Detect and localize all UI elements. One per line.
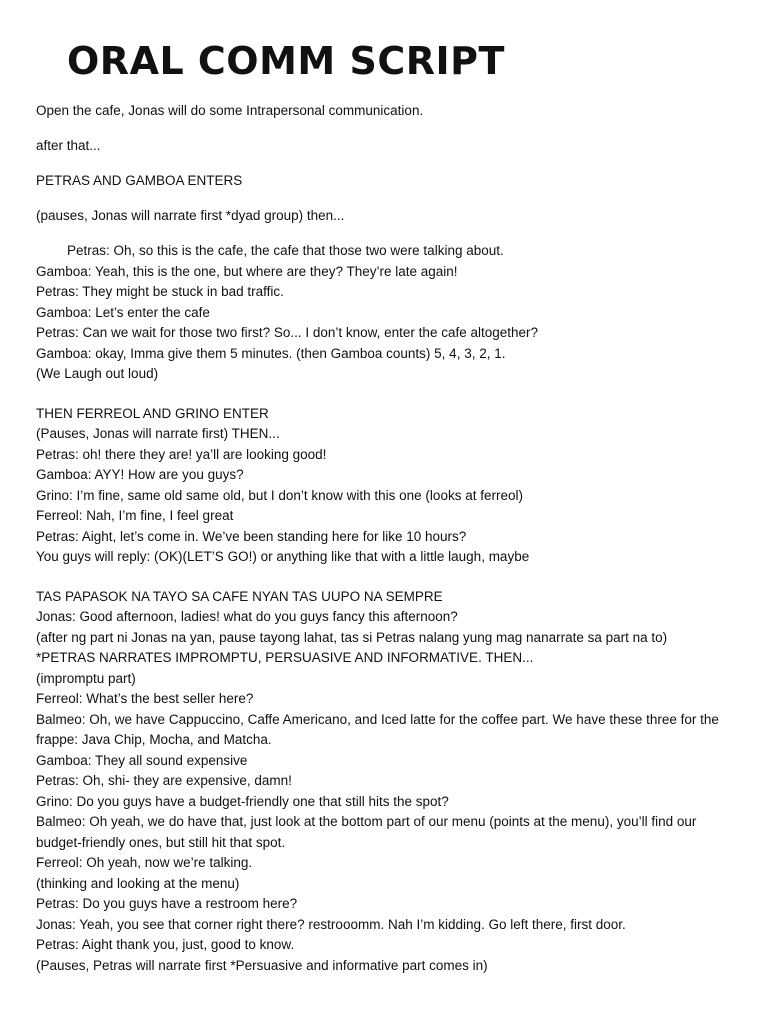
script-line: You guys will reply: (OK)(LET’S GO!) or anything like that with a little laugh, maybe xyxy=(36,549,530,564)
script-line: Gamboa: Yeah, this is the one, but where are they? They’re late again! xyxy=(36,263,458,279)
intro-heading: PETRAS AND GAMBOA ENTERS xyxy=(36,173,243,188)
script-line: (after ng part ni Jonas na yan, pause tayong lahat, tas si Petras nalang yung mag nanarrate sa part na to) xyxy=(36,629,668,645)
script-line: Ferreol: What’s the best seller here? xyxy=(36,691,254,706)
script-line: Petras: oh! there they are! ya’ll are looking good! xyxy=(36,446,327,462)
script-line: Jonas: Good afternoon, ladies! what do you guys fancy this afternoon? xyxy=(36,609,458,624)
script-line: (Pauses, Jonas will narrate first) THEN... xyxy=(36,426,280,441)
scene-2 xyxy=(36,404,736,568)
script-line: Gamboa: AYY! How are you guys? xyxy=(36,467,244,482)
script-line: Petras: Aight thank you, just, good to know. xyxy=(36,937,295,952)
script-line: *PETRAS NARRATES IMPROMPTU, PERSUASIVE AND INFORMATIVE. THEN... xyxy=(36,650,534,665)
intro-paragraph: (pauses, Jonas will narrate first *dyad group) then... xyxy=(36,208,345,223)
intro-paragraph: Open the cafe, Jonas will do some Intrapersonal communication. xyxy=(36,103,424,118)
script-line: (We Laugh out loud) xyxy=(36,366,159,381)
document-title: ORAL COMM SCRIPT xyxy=(67,39,505,83)
script-line: Petras: Aight, let’s come in. We’ve been standing here for like 10 hours? xyxy=(36,528,467,544)
script-line: (impromptu part) xyxy=(36,670,136,686)
intro-paragraph: after that... xyxy=(36,138,101,153)
scene-1 xyxy=(36,241,736,385)
script-line: Grino: Do you guys have a budget-friendly one that still hits the spot? xyxy=(36,793,449,809)
script-line: Gamboa: Let’s enter the cafe xyxy=(36,304,210,320)
script-line: Balmeo: Oh yeah, we do have that, just look at the bottom part of our menu (points at the menu), you’ll find our budget-friendly ones, but still hit that spot. xyxy=(36,814,697,850)
script-line: Petras: Can we wait for those two first? So... I don’t know, enter the cafe altogether? xyxy=(36,325,539,340)
script-line: Jonas: Yeah, you see that corner right there? restrooomm. Nah I’m kidding. Go left there, first door. xyxy=(36,916,626,932)
script-body xyxy=(36,101,736,995)
script-line: (thinking and looking at the menu) xyxy=(36,875,240,891)
script-line: Petras: Do you guys have a restroom here? xyxy=(36,896,298,911)
script-line: Gamboa: They all sound expensive xyxy=(36,752,248,768)
script-line: Balmeo: Oh, we have Cappuccino, Caffe Americano, and Iced latte for the coffee part. We have these three for the frappe: Java Chip, Mocha, and Matcha. xyxy=(36,711,719,747)
script-line: Gamboa: okay, Imma give them 5 minutes. (then Gamboa counts) 5, 4, 3, 2, 1. xyxy=(36,345,506,361)
scene-heading: TAS PAPASOK NA TAYO SA CAFE NYAN TAS UUPO NA SEMPRE xyxy=(36,588,443,604)
script-line: Petras: Oh, so this is the cafe, the cafe that those two were talking about. xyxy=(67,243,504,258)
script-line: Ferreol: Nah, I’m fine, I feel great xyxy=(36,508,234,523)
script-line: Grino: I’m fine, same old same old, but I don’t know with this one (looks at ferreol) xyxy=(36,487,523,503)
script-line: Ferreol: Oh yeah, now we’re talking. xyxy=(36,855,253,870)
scene-3 xyxy=(36,587,736,977)
scene-heading: THEN FERREOL AND GRINO ENTER xyxy=(36,405,269,421)
script-line: Petras: Oh, shi- they are expensive, damn! xyxy=(36,773,292,788)
script-line: (Pauses, Petras will narrate first *Persuasive and informative part comes in) xyxy=(36,957,488,973)
script-line: Petras: They might be stuck in bad traffic. xyxy=(36,284,284,299)
